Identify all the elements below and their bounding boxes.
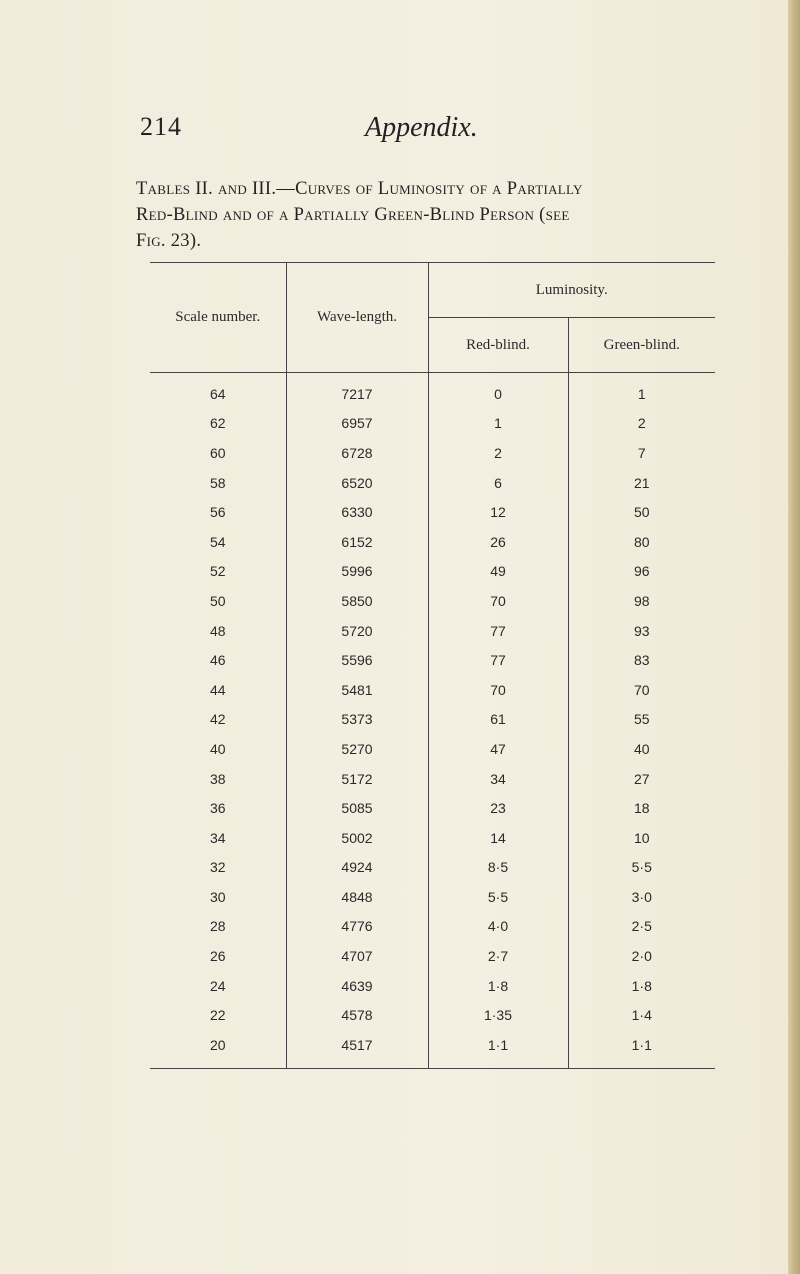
cell-wave-length: 5996 <box>286 557 428 587</box>
cell-scale-number: 30 <box>209 888 226 905</box>
table-body <box>150 373 715 1069</box>
cell-red-blind: 1·1 <box>428 1030 568 1068</box>
cell-wave-length: 6957 <box>286 409 428 439</box>
cell-red-blind: 0 <box>428 373 568 409</box>
cell-red-blind: 49 <box>428 557 568 587</box>
cell-scale-number: 60 <box>209 444 226 461</box>
cell-green-blind: 3·0 <box>568 882 715 912</box>
page-edge <box>788 0 800 1274</box>
cell-wave-length: 4848 <box>286 882 428 912</box>
cell-red-blind: 34 <box>428 764 568 794</box>
table-row <box>150 675 715 705</box>
cell-scale-number: 32 <box>209 859 226 876</box>
cell-scale-number: 58 <box>209 474 226 491</box>
luminosity-table <box>150 262 715 1069</box>
cell-scale-number: 50 <box>209 592 226 609</box>
cell-red-blind: 70 <box>428 675 568 705</box>
table-row <box>150 468 715 498</box>
cell-red-blind: 77 <box>428 616 568 646</box>
cell-scale-number: 42 <box>209 711 226 728</box>
cell-red-blind: 1·35 <box>428 1000 568 1030</box>
cell-wave-length: 5720 <box>286 616 428 646</box>
caption-line-1: Tables II. and III.—Curves of Luminosity of a Partially <box>136 179 583 199</box>
cell-wave-length: 6330 <box>286 497 428 527</box>
cell-red-blind: 2·7 <box>428 941 568 971</box>
cell-green-blind: 5·5 <box>568 853 715 883</box>
cell-green-blind: 50 <box>568 497 715 527</box>
cell-green-blind: 7 <box>568 438 715 468</box>
cell-wave-length: 5481 <box>286 675 428 705</box>
cell-green-blind: 1·8 <box>568 971 715 1001</box>
table-row <box>150 882 715 912</box>
table-row <box>150 705 715 735</box>
cell-scale-number: 22 <box>209 1007 226 1024</box>
caption-line-2: Red-Blind and of a Partially Green-Blind Person (see <box>136 205 570 225</box>
header-luminosity: Luminosity. <box>428 263 715 318</box>
cell-red-blind: 61 <box>428 705 568 735</box>
cell-green-blind: 93 <box>568 616 715 646</box>
cell-green-blind: 55 <box>568 705 715 735</box>
cell-scale-number: 24 <box>209 977 226 994</box>
header-green-blind: Green-blind. <box>568 318 715 373</box>
cell-green-blind: 1·4 <box>568 1000 715 1030</box>
cell-red-blind: 5·5 <box>428 882 568 912</box>
cell-scale-number: 52 <box>209 563 226 580</box>
cell-scale-number: 54 <box>209 533 226 550</box>
cell-wave-length: 5850 <box>286 586 428 616</box>
table-row <box>150 912 715 942</box>
cell-wave-length: 5085 <box>286 793 428 823</box>
page-number: 214 <box>140 112 182 141</box>
table-row <box>150 764 715 794</box>
table-row <box>150 941 715 971</box>
table-row <box>150 409 715 439</box>
table-row <box>150 497 715 527</box>
cell-scale-number: 46 <box>209 652 226 669</box>
cell-red-blind: 26 <box>428 527 568 557</box>
cell-scale-number: 44 <box>209 681 226 698</box>
running-head <box>140 112 540 152</box>
table-row <box>150 971 715 1001</box>
cell-wave-length: 4578 <box>286 1000 428 1030</box>
table-row <box>150 1030 715 1068</box>
cell-red-blind: 77 <box>428 645 568 675</box>
cell-scale-number: 38 <box>209 770 226 787</box>
cell-wave-length: 7217 <box>286 373 428 409</box>
table-row <box>150 734 715 764</box>
cell-wave-length: 4707 <box>286 941 428 971</box>
table-row <box>150 527 715 557</box>
cell-red-blind: 47 <box>428 734 568 764</box>
cell-wave-length: 5002 <box>286 823 428 853</box>
cell-red-blind: 8·5 <box>428 853 568 883</box>
cell-green-blind: 1 <box>568 373 715 409</box>
table-row <box>150 823 715 853</box>
cell-green-blind: 2·0 <box>568 941 715 971</box>
cell-wave-length: 5596 <box>286 645 428 675</box>
table-row <box>150 586 715 616</box>
cell-wave-length: 5373 <box>286 705 428 735</box>
cell-wave-length: 4924 <box>286 853 428 883</box>
cell-wave-length: 6728 <box>286 438 428 468</box>
cell-red-blind: 70 <box>428 586 568 616</box>
table-row <box>150 1000 715 1030</box>
cell-scale-number: 28 <box>209 918 226 935</box>
header-scale-number: Scale number. <box>150 263 286 373</box>
cell-wave-length: 5270 <box>286 734 428 764</box>
caption-line-3: Fig. 23). <box>136 231 202 251</box>
table-row <box>150 616 715 646</box>
table-row <box>150 373 715 409</box>
cell-scale-number: 40 <box>209 740 226 757</box>
table-row <box>150 793 715 823</box>
cell-wave-length: 4639 <box>286 971 428 1001</box>
cell-scale-number: 36 <box>209 800 226 817</box>
cell-green-blind: 80 <box>568 527 715 557</box>
cell-red-blind: 1 <box>428 409 568 439</box>
cell-scale-number: 62 <box>209 415 226 432</box>
cell-wave-length: 6520 <box>286 468 428 498</box>
cell-red-blind: 4·0 <box>428 912 568 942</box>
running-title: Appendix. <box>365 112 478 143</box>
cell-wave-length: 4517 <box>286 1030 428 1068</box>
header-red-blind: Red-blind. <box>428 318 568 373</box>
cell-green-blind: 83 <box>568 645 715 675</box>
cell-scale-number: 34 <box>209 829 226 846</box>
cell-wave-length: 4776 <box>286 912 428 942</box>
table-row <box>150 438 715 468</box>
cell-green-blind: 21 <box>568 468 715 498</box>
cell-red-blind: 12 <box>428 497 568 527</box>
cell-green-blind: 27 <box>568 764 715 794</box>
cell-scale-number: 56 <box>209 504 226 521</box>
cell-green-blind: 10 <box>568 823 715 853</box>
cell-green-blind: 40 <box>568 734 715 764</box>
cell-green-blind: 2 <box>568 409 715 439</box>
cell-scale-number: 48 <box>209 622 226 639</box>
table-caption <box>136 176 726 254</box>
cell-red-blind: 1·8 <box>428 971 568 1001</box>
cell-green-blind: 18 <box>568 793 715 823</box>
cell-wave-length: 5172 <box>286 764 428 794</box>
cell-green-blind: 2·5 <box>568 912 715 942</box>
cell-green-blind: 1·1 <box>568 1030 715 1068</box>
cell-green-blind: 98 <box>568 586 715 616</box>
cell-green-blind: 96 <box>568 557 715 587</box>
cell-red-blind: 14 <box>428 823 568 853</box>
cell-red-blind: 6 <box>428 468 568 498</box>
cell-wave-length: 6152 <box>286 527 428 557</box>
cell-scale-number: 20 <box>150 1030 286 1068</box>
cell-red-blind: 2 <box>428 438 568 468</box>
cell-red-blind: 23 <box>428 793 568 823</box>
table-row <box>150 557 715 587</box>
cell-scale-number: 26 <box>209 948 226 965</box>
header-wave-length: Wave-length. <box>286 263 428 373</box>
cell-scale-number: 64 <box>209 385 226 402</box>
table-row <box>150 853 715 883</box>
table-row <box>150 645 715 675</box>
cell-green-blind: 70 <box>568 675 715 705</box>
